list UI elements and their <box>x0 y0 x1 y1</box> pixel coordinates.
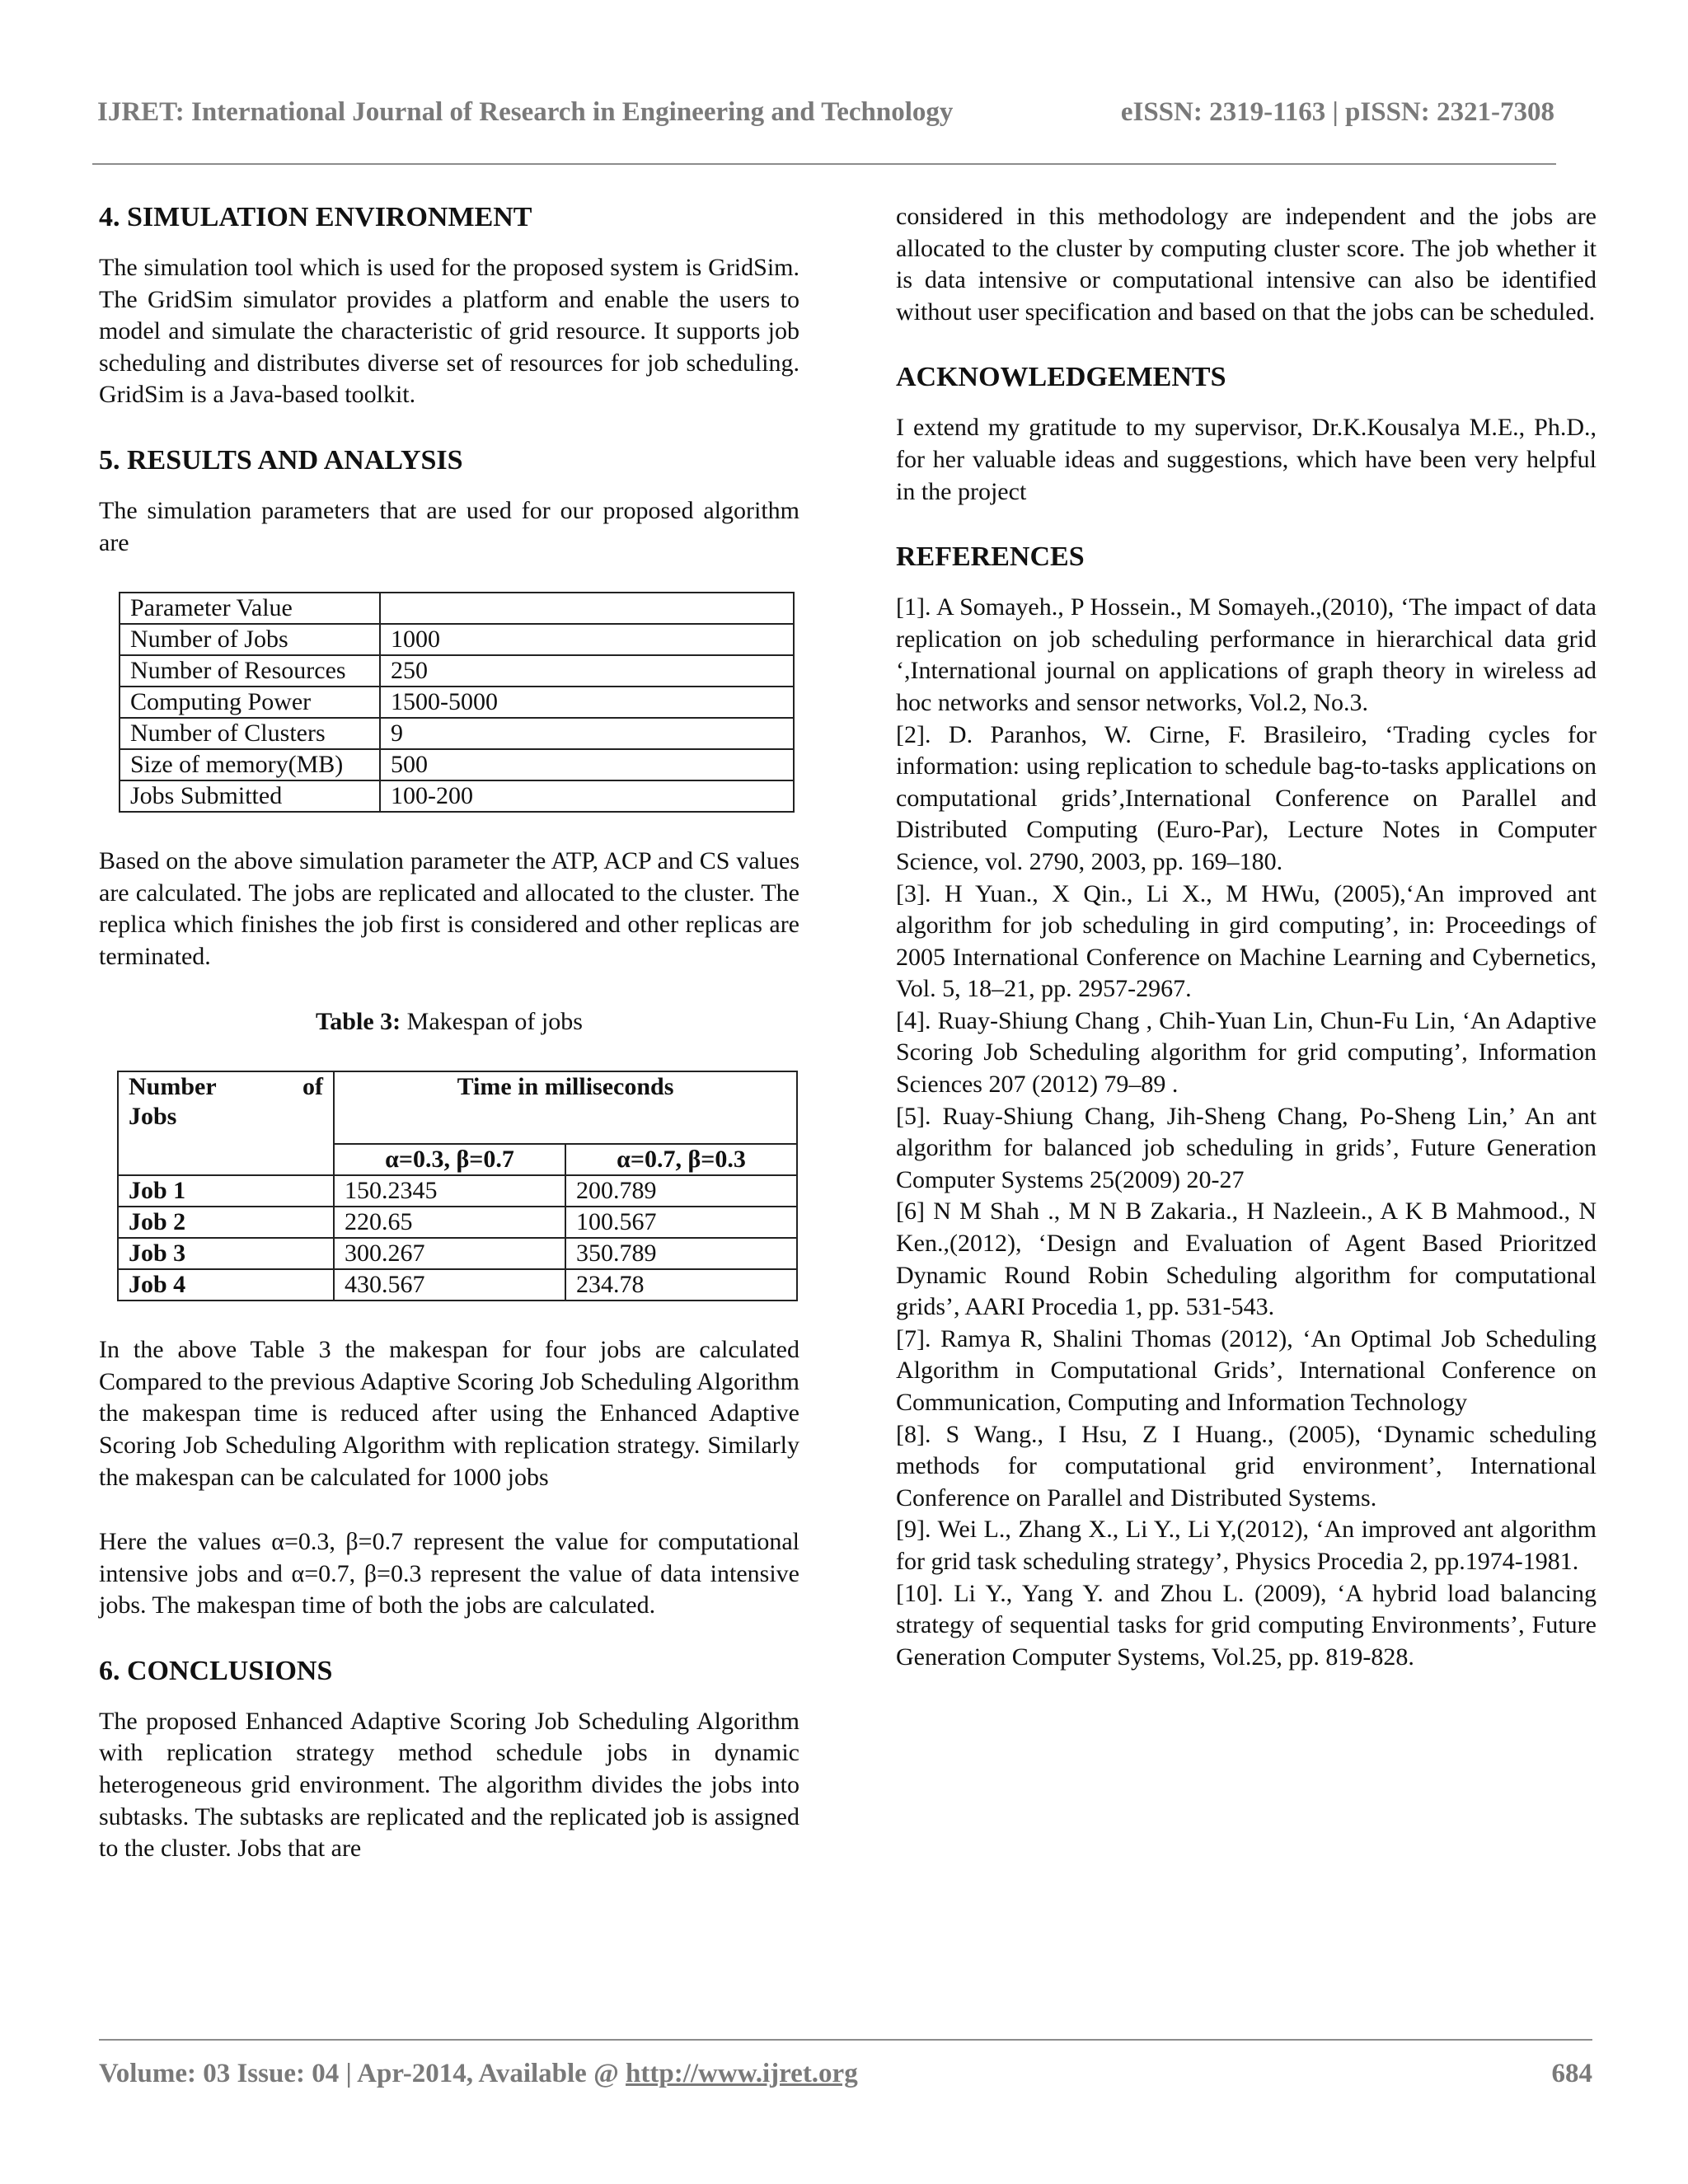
table-cell: Computing Power <box>120 687 380 718</box>
table-cell: 500 <box>380 749 794 780</box>
right-column <box>896 201 1597 1673</box>
table-row <box>118 1207 797 1238</box>
table-row <box>120 655 794 687</box>
reference-item: [5]. Ruay-Shiung Chang, Jih-Sheng Chang, Po-Sheng Lin,’ An ant algorithm for balanced job scheduling in grids’, Future Generation Computer Systems 25(2009) 20-27 <box>896 1102 1597 1193</box>
header-word: of <box>302 1073 323 1101</box>
conclusion-text-right: considered in this methodology are independent and the jobs are allocated to the cluster by computing cluster score. The job whether it is data intensive or computational intensive can also be identified without user specification and based on that the jobs can be scheduled. <box>896 203 1597 326</box>
acknowledgements-text: I extend my gratitude to my supervisor, Dr.K.Kousalya M.E., Ph.D., for her valuable ideas and suggestions, which have been very helpful in the project <box>896 414 1597 505</box>
table-cell: 220.65 <box>334 1207 565 1238</box>
alpha-beta-text: Here the values α=0.3, β=0.7 represent the value for computational intensive jobs and α=0.7, β=0.3 represent the value of data intensive jobs. The makespan time of both the jobs are calculated. <box>99 1528 799 1619</box>
after-params-text: Based on the above simulation parameter the ATP, ACP and CS values are calculated. The jobs are replicated and allocated to the cluster. The replica which finishes the job first is considered and other replicas are terminated. <box>99 847 799 970</box>
table-row <box>120 687 794 718</box>
table-cell: 1000 <box>380 624 794 655</box>
journal-title: IJRET: International Journal of Research in Engineering and Technology <box>97 97 954 127</box>
table-cell: 200.789 <box>565 1175 797 1207</box>
table-cell: Job 4 <box>118 1269 334 1301</box>
header-word: Number <box>129 1073 217 1101</box>
table-cell <box>380 593 794 624</box>
table-3-caption <box>99 1006 799 1038</box>
section-5-heading: 5. RESULTS AND ANALYSIS <box>99 444 463 476</box>
issn-text: eISSN: 2319-1163 | pISSN: 2321-7308 <box>1120 97 1554 127</box>
table-row <box>118 1071 797 1144</box>
reference-item: [1]. A Somayeh., P Hossein., M Somayeh.,(2010), ‘The impact of data replication on job scheduling performance in hierarchical data grid ‘,International journal on applications of graph theory in wireless ad hoc networks and sensor networks, Vol.2, No.3. <box>896 593 1597 716</box>
table-cell: 234.78 <box>565 1269 797 1301</box>
footer-volume <box>99 2059 858 2089</box>
reference-item: [10]. Li Y., Yang Y. and Zhou L. (2009), ‘A hybrid load balancing strategy of sequential tasks for grid computing Environments’, Future Generation Computer Systems, Vol.25, pp. 819-828. <box>896 1579 1597 1671</box>
table-cell: 9 <box>380 718 794 749</box>
section-6-heading: 6. CONCLUSIONS <box>99 1655 333 1686</box>
number-of-jobs-header <box>118 1071 334 1175</box>
reference-item: [3]. H Yuan., X Qin., Li X., M HWu, (2005),‘An improved ant algorithm for job scheduling in gird computing’, in: Proceedings of 2005 International Conference on Machine Learning and Cybernetics, Vol. 5, 18–21, pp. 2957-2967. <box>896 879 1597 1003</box>
table-cell: Job 2 <box>118 1207 334 1238</box>
table-row <box>120 593 794 624</box>
table-cell: Job 3 <box>118 1238 334 1269</box>
parameter-table <box>119 592 795 813</box>
page-number: 684 <box>1551 2059 1592 2088</box>
section-4-text: The simulation tool which is used for the proposed system is GridSim. The GridSim simulator provides a platform and enable the users to model and simulate the characteristic of grid resource. It supports job scheduling and distributes diverse set of resources for job scheduling. GridSim is a Java-based toolkit. <box>99 254 799 409</box>
table-row <box>120 718 794 749</box>
table-cell: 430.567 <box>334 1269 565 1301</box>
table-cell: Job 1 <box>118 1175 334 1207</box>
conclusion-text-left: The proposed Enhanced Adaptive Scoring Job Scheduling Algorithm with replication strategy method schedule jobs in dynamic heterogeneous grid environment. The algorithm divides the jobs into subtasks. The subtasks are replicated and the replicated job is assigned to the cluster. Jobs that are <box>99 1707 799 1863</box>
table-cell: Number of Clusters <box>120 718 380 749</box>
reference-item: [8]. S Wang., I Hsu, Z I Huang., (2005), ‘Dynamic scheduling methods for computational grid environment’, International Conference on Parallel and Distributed Systems. <box>896 1420 1597 1511</box>
header-word: Jobs <box>129 1103 177 1131</box>
reference-item: [7]. Ramya R, Shalini Thomas (2012), ‘An Optimal Job Scheduling Algorithm in Computational Grids’, International Conference on Communication, Computing and Information Technology <box>896 1324 1597 1416</box>
caption-label: Table 3: <box>316 1007 401 1035</box>
table-cell: Number of Resources <box>120 655 380 687</box>
table-cell: 100.567 <box>565 1207 797 1238</box>
section-4-heading: 4. SIMULATION ENVIRONMENT <box>99 202 532 232</box>
left-column <box>99 201 799 1865</box>
table-row <box>118 1238 797 1269</box>
table-cell: 250 <box>380 655 794 687</box>
reference-item: [4]. Ruay-Shiung Chang , Chih-Yuan Lin, Chun-Fu Lin, ‘An Adaptive Scoring Job Scheduling algorithm for grid computing’, Information Sciences 207 (2012) 79–89 . <box>896 1006 1597 1099</box>
table-cell: Parameter Value <box>120 593 380 624</box>
table-cell: 100-200 <box>380 780 794 812</box>
table-row <box>120 749 794 780</box>
table-cell: 1500-5000 <box>380 687 794 718</box>
time-header: Time in milliseconds <box>334 1071 797 1144</box>
table-cell: Size of memory(MB) <box>120 749 380 780</box>
alpha-03-header: α=0.3, β=0.7 <box>334 1144 565 1175</box>
table-cell: Jobs Submitted <box>120 780 380 812</box>
after-table-3-text: In the above Table 3 the makespan for four jobs are calculated Compared to the previous Adaptive Scoring Job Scheduling Algorithm the makespan time is reduced after using the Enhanced Adaptive Scoring Job Scheduling Algorithm with replication strategy. Similarly the makespan can be calculated for 1000 jobs <box>99 1336 799 1491</box>
caption-text: Makespan of jobs <box>401 1007 583 1035</box>
reference-item: [6] N M Shah ., M N B Zakaria., H Nazleein., A K B Mahmood., N Ken.,(2012), ‘Design and Evaluation of Agent Based Prioritzed Dynamic Round Robin Scheduling algorithm for computational grids’, AARI Procedia 1, pp. 531-543. <box>896 1197 1597 1321</box>
table-row <box>120 780 794 812</box>
reference-item: [2]. D. Paranhos, W. Cirne, F. Brasileiro, ‘Trading cycles for information: using replication to schedule bag-to-tasks applications on computational grids’,International Conference on Parallel and Distributed Computing (Euro-Par), Lecture Notes in Computer Science, vol. 2790, 2003, pp. 169–180. <box>896 720 1597 875</box>
header-divider <box>92 163 1556 165</box>
table-row <box>120 624 794 655</box>
footer-divider <box>99 2039 1592 2041</box>
table-row <box>118 1269 797 1301</box>
makespan-table <box>117 1071 798 1301</box>
table-cell: Number of Jobs <box>120 624 380 655</box>
page-header <box>97 97 1554 128</box>
references-heading: REFERENCES <box>896 541 1085 573</box>
acknowledgements-heading: ACKNOWLEDGEMENTS <box>896 362 1226 393</box>
table-cell: 350.789 <box>565 1238 797 1269</box>
journal-link[interactable]: http://www.ijret.org <box>626 2059 858 2088</box>
alpha-07-header: α=0.7, β=0.3 <box>565 1144 797 1175</box>
table-row <box>118 1175 797 1207</box>
section-5-intro: The simulation parameters that are used for our proposed algorithm are <box>99 496 799 556</box>
table-cell: 300.267 <box>334 1238 565 1269</box>
table-cell: 150.2345 <box>334 1175 565 1207</box>
page-footer <box>99 2059 1592 2089</box>
reference-item: [9]. Wei L., Zhang X., Li Y., Li Y,(2012), ‘An improved ant algorithm for grid task scheduling strategy’, Physics Procedia 2, pp.1974-1981. <box>896 1516 1597 1575</box>
volume-text: Volume: 03 Issue: 04 | Apr-2014, Available @ <box>99 2059 626 2088</box>
